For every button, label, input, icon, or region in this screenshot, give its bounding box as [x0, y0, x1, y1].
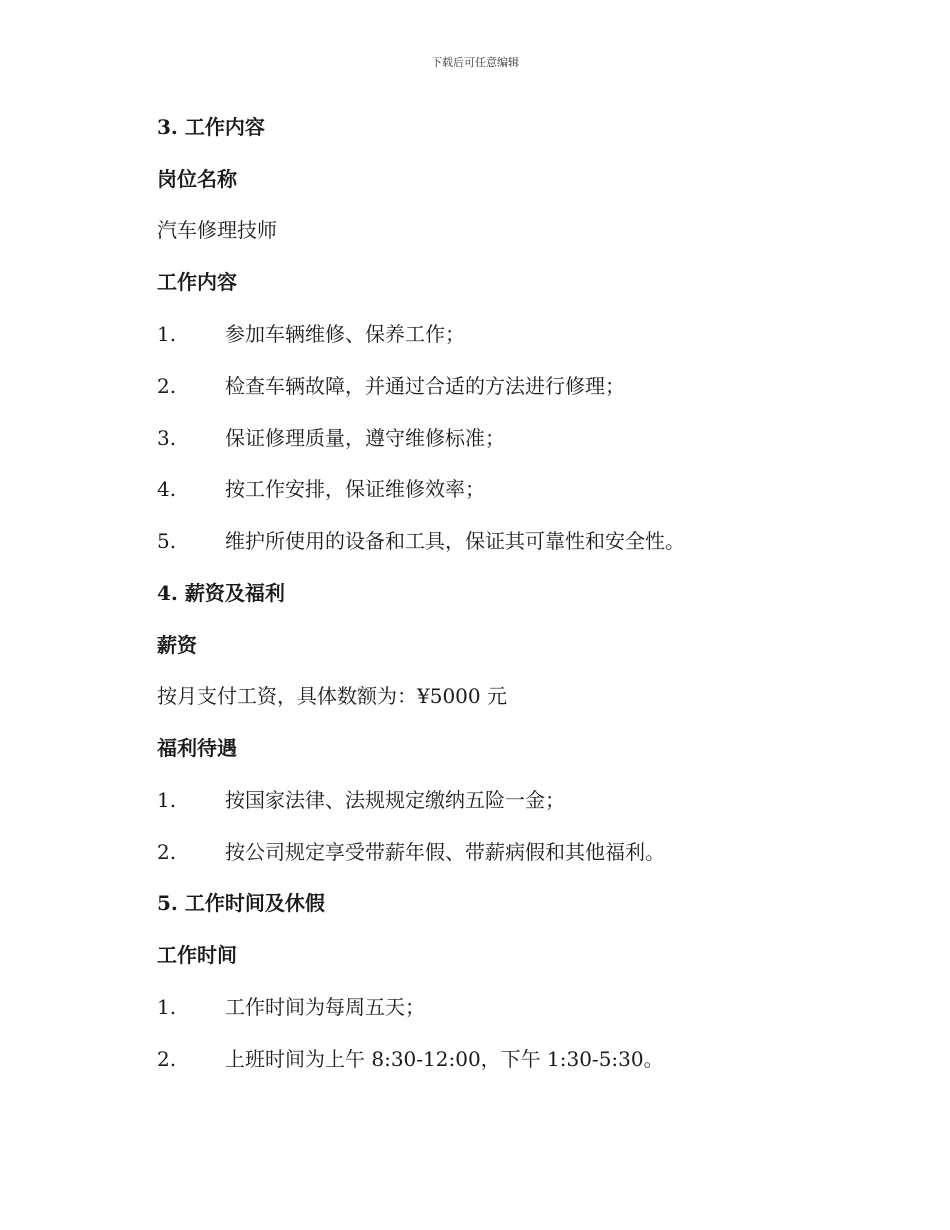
list-number: 2.: [157, 374, 177, 398]
list-text: 保证修理质量，遵守维修标准；: [225, 426, 505, 450]
list-item: [157, 424, 505, 452]
salary-text: 按月支付工资，具体数额为：¥5000 元: [157, 684, 507, 708]
list-item: [157, 1045, 664, 1073]
position-value: 汽车修理技师: [157, 218, 277, 242]
list-text: 工作时间为每周五天；: [225, 995, 425, 1019]
list-number: 5.: [157, 529, 177, 553]
page-header: 下载后可任意编辑: [431, 56, 519, 69]
welfare-label: 福利待遇: [157, 736, 237, 760]
list-text: 上班时间为上午 8:30-12:00，下午 1:30-5:30。: [225, 1047, 664, 1071]
section-3-title: 3. 工作内容: [157, 115, 265, 139]
list-item: [157, 786, 565, 814]
list-number: 1.: [157, 995, 177, 1019]
list-number: 2.: [157, 1047, 177, 1071]
list-text: 按工作安排，保证维修效率；: [225, 477, 485, 501]
list-number: 2.: [157, 840, 177, 864]
section-5-title: 5. 工作时间及休假: [157, 891, 325, 915]
list-item: [157, 838, 665, 866]
list-text: 按公司规定享受带薪年假、带薪病假和其他福利。: [225, 840, 665, 864]
list-number: 1.: [157, 322, 177, 346]
list-number: 4.: [157, 477, 177, 501]
list-item: [157, 527, 685, 555]
hours-label: 工作时间: [157, 943, 237, 967]
list-item: [157, 320, 465, 348]
list-text: 维护所使用的设备和工具，保证其可靠性和安全性。: [225, 529, 685, 553]
list-text: 参加车辆维修、保养工作；: [225, 322, 465, 346]
list-number: 1.: [157, 788, 177, 812]
list-number: 3.: [157, 426, 177, 450]
list-item: [157, 372, 625, 400]
content-label: 工作内容: [157, 270, 237, 294]
section-4-title: 4. 薪资及福利: [157, 581, 285, 605]
list-text: 检查车辆故障，并通过合适的方法进行修理；: [225, 374, 625, 398]
salary-label: 薪资: [157, 633, 197, 657]
list-item: [157, 475, 485, 503]
list-item: [157, 993, 425, 1021]
position-label: 岗位名称: [157, 167, 237, 191]
list-text: 按国家法律、法规规定缴纳五险一金；: [225, 788, 565, 812]
